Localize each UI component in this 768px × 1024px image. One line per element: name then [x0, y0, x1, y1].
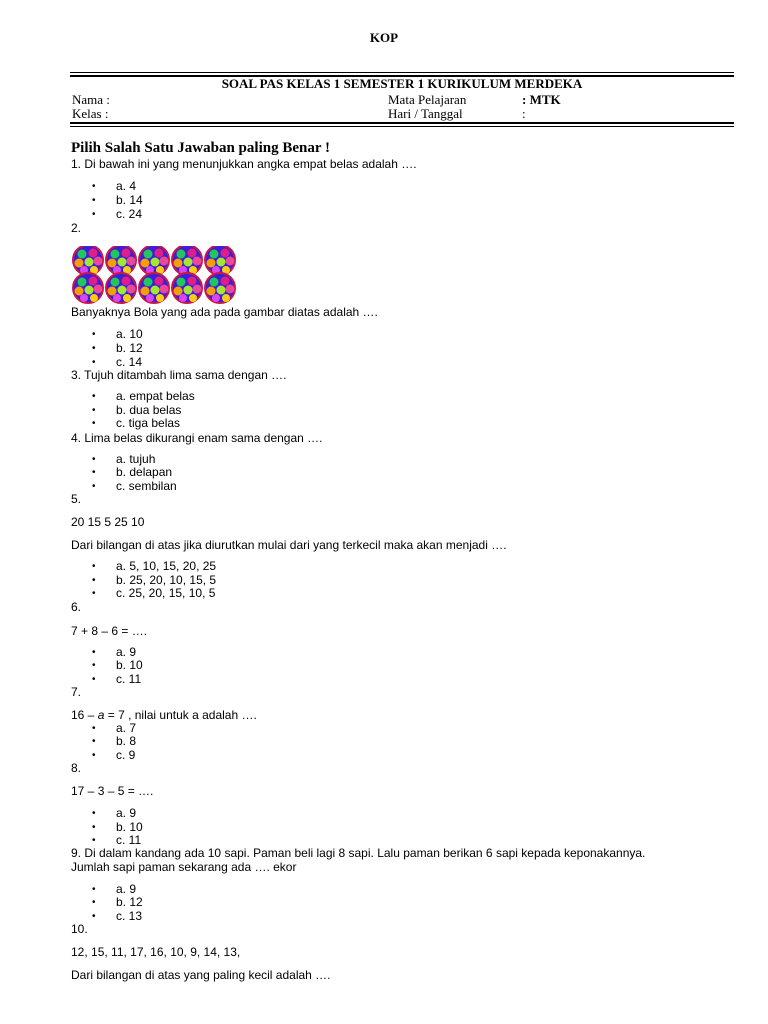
bullet-icon: • [92, 808, 96, 819]
question-7-post: = 7 , nilai untuk a adalah …. [104, 708, 257, 722]
question-4: 4. Lima belas dikurangi enam sama dengan …. [71, 431, 323, 445]
q2-option-b: b. 12 [116, 341, 143, 355]
question-7-number: 7. [71, 685, 82, 699]
q3-option-a: a. empat belas [116, 389, 195, 403]
question-10-numbers: 12, 15, 11, 17, 16, 10, 9, 14, 13, [71, 945, 241, 959]
ball-icon [205, 273, 235, 303]
question-7-pre: 16 – [71, 708, 98, 722]
ball-icon [139, 246, 169, 275]
bullet-icon: • [92, 723, 96, 734]
question-8-number: 8. [71, 761, 82, 775]
question-7 [71, 708, 257, 722]
bullet-icon: • [92, 343, 96, 354]
bullet-icon: • [92, 835, 96, 846]
q2-option-c: c. 14 [116, 355, 143, 369]
bullet-icon: • [92, 911, 96, 922]
q1-option-c: c. 24 [116, 207, 143, 221]
ball-icon [73, 273, 103, 303]
q6-option-a: a. 9 [116, 645, 137, 659]
question-5-numbers: 20 15 5 25 10 [71, 515, 145, 529]
bullet-icon: • [92, 454, 96, 465]
bullet-icon: • [92, 181, 96, 192]
q3-option-c: c. tiga belas [116, 416, 181, 430]
q4-option-b: b. delapan [116, 465, 173, 479]
bullet-icon: • [92, 884, 96, 895]
balls-image [72, 246, 238, 304]
question-5: Dari bilangan di atas jika diurutkan mulai dari yang terkecil maka akan menjadi …. [71, 538, 507, 552]
header-rule-bottom-thick [70, 122, 734, 124]
q9-option-b: b. 12 [116, 895, 143, 909]
ball-icon [172, 246, 202, 275]
question-5-number: 5. [71, 492, 82, 506]
question-10: Dari bilangan di atas yang paling kecil adalah …. [71, 968, 331, 982]
question-6-number: 6. [71, 600, 82, 614]
exam-title: SOAL PAS KELAS 1 SEMESTER 1 KURIKULUM MERDEKA [221, 76, 583, 91]
bullet-icon: • [92, 660, 96, 671]
q8-option-c: c. 11 [116, 833, 142, 847]
bullet-icon: • [92, 209, 96, 220]
bullet-icon: • [92, 467, 96, 478]
q4-option-a: a. tujuh [116, 452, 156, 466]
bullet-icon: • [92, 647, 96, 658]
mapel-label: Mata Pelajaran [388, 92, 467, 107]
bullet-icon: • [92, 575, 96, 586]
hari-value: : [522, 106, 526, 121]
bullet-icon: • [92, 418, 96, 429]
kop-heading: KOP [369, 30, 399, 45]
question-10-number: 10. [71, 922, 88, 936]
q6-option-b: b. 10 [116, 658, 143, 672]
bullet-icon: • [92, 674, 96, 685]
q1-option-a: a. 4 [116, 179, 137, 193]
q5-option-c: c. 25, 20, 15, 10, 5 [116, 586, 216, 600]
instruction-heading: Pilih Salah Satu Jawaban paling Benar ! [71, 140, 330, 156]
bullet-icon: • [92, 329, 96, 340]
q5-option-a: a. 5, 10, 15, 20, 25 [116, 559, 217, 573]
question-6: 7 + 8 – 6 = …. [71, 624, 148, 638]
q7-option-a: a. 7 [116, 721, 137, 735]
kelas-label: Kelas : [72, 106, 109, 121]
question-1: 1. Di bawah ini yang menunjukkan angka empat belas adalah …. [71, 157, 417, 171]
bullet-icon: • [92, 588, 96, 599]
hari-label: Hari / Tanggal [388, 106, 463, 121]
header-rule-top [70, 72, 734, 73]
q8-option-a: a. 9 [116, 806, 137, 820]
header-rule-bottom [70, 126, 734, 127]
question-8: 17 – 3 – 5 = …. [71, 784, 154, 798]
q8-option-b: b. 10 [116, 820, 143, 834]
q1-option-b: b. 14 [116, 193, 143, 207]
bullet-icon: • [92, 736, 96, 747]
ball-icon [73, 246, 103, 275]
ball-icon [106, 273, 136, 303]
bullet-icon: • [92, 822, 96, 833]
ball-icon [106, 246, 136, 275]
nama-label: Nama : [72, 92, 110, 107]
bullet-icon: • [92, 897, 96, 908]
question-2: Banyaknya Bola yang ada pada gambar diatas adalah …. [71, 305, 378, 319]
ball-icon [139, 273, 169, 303]
q4-option-c: c. sembilan [116, 479, 177, 493]
question-9: 9. Di dalam kandang ada 10 sapi. Paman beli lagi 8 sapi. Lalu paman berikan 6 sapi kepada keponakannya. [71, 846, 646, 860]
question-9-line2: Jumlah sapi paman sekarang ada …. ekor [71, 860, 297, 874]
q7-option-b: b. 8 [116, 734, 137, 748]
q2-option-a: a. 10 [116, 327, 143, 341]
q6-option-c: c. 11 [116, 672, 142, 686]
bullet-icon: • [92, 750, 96, 761]
bullet-icon: • [92, 481, 96, 492]
bullet-icon: • [92, 195, 96, 206]
ball-icon [205, 246, 235, 275]
q5-option-b: b. 25, 20, 10, 15, 5 [116, 573, 217, 587]
ball-icon [172, 273, 202, 303]
bullet-icon: • [92, 405, 96, 416]
q9-option-a: a. 9 [116, 882, 137, 896]
q7-option-c: c. 9 [116, 748, 136, 762]
bullet-icon: • [92, 357, 96, 368]
question-2-number: 2. [71, 221, 82, 235]
q3-option-b: b. dua belas [116, 403, 182, 417]
mapel-value: : MTK [522, 92, 561, 107]
question-3: 3. Tujuh ditambah lima sama dengan …. [71, 368, 287, 382]
bullet-icon: • [92, 561, 96, 572]
bullet-icon: • [92, 391, 96, 402]
q9-option-c: c. 13 [116, 909, 143, 923]
question-7-variable: a [97, 708, 105, 722]
